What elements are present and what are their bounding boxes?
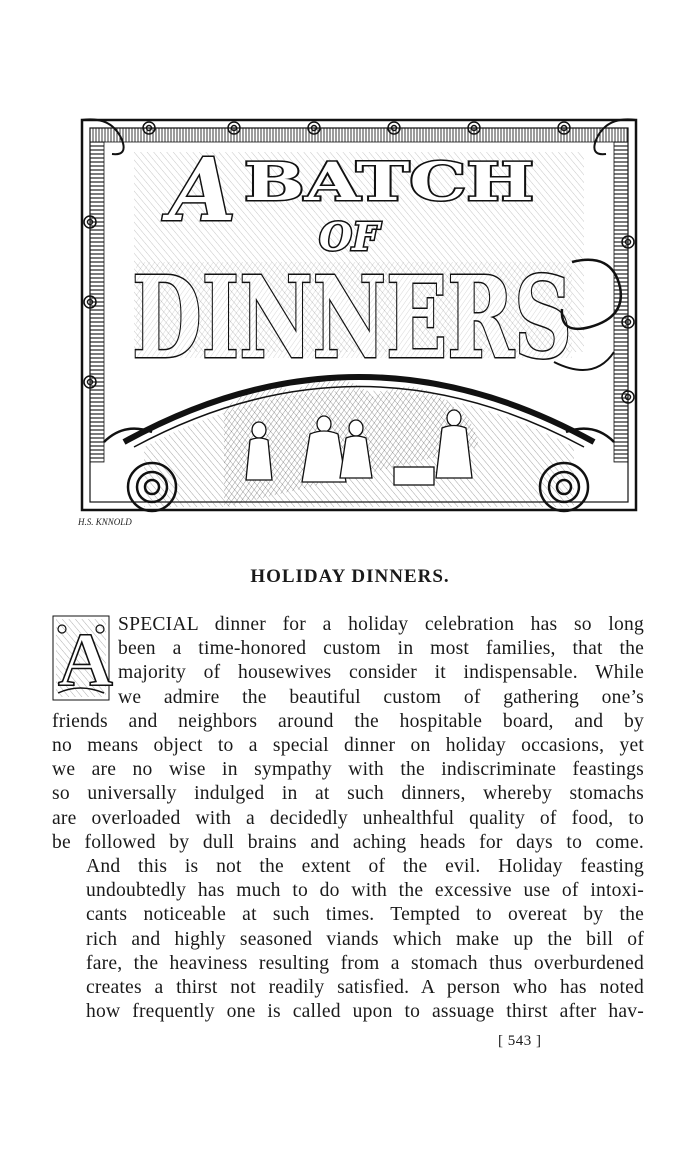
title-word-of: OF — [319, 214, 380, 259]
text-line: cants noticeable at such times. Tempted to overeat by the — [86, 904, 644, 926]
text-line: rich and highly seasoned viands which make up the bill of — [86, 928, 644, 950]
header-illustration — [74, 112, 644, 537]
title-word-a: A — [169, 140, 236, 241]
title-word-batch: BATCH — [244, 152, 534, 213]
header-engraving — [74, 112, 644, 537]
body-text — [52, 613, 644, 1024]
page-number: [ 543 ] — [498, 1033, 542, 1049]
text-line: creates a thirst not readily satisfied. A person who has noted — [86, 977, 644, 999]
text-line: undoubtedly has much to do with the excessive use of intoxi- — [86, 880, 644, 902]
paragraph-1 — [52, 613, 644, 855]
drop-cap-ornament — [52, 615, 114, 702]
artist-signature: H.S. KNNOLD — [78, 517, 132, 527]
paragraph-1-lines — [52, 613, 644, 855]
paragraph-2 — [52, 855, 644, 1024]
drop-cap — [52, 615, 114, 702]
paragraph-2-lines — [52, 855, 644, 1024]
text-line: how frequently one is called upon to assuage thirst after hav- — [86, 1001, 644, 1023]
text-line: fare, the heaviness resulting from a stomach thus overburdened — [86, 952, 644, 974]
text-line: are overloaded with a decidedly unhealthful quality of food, to — [52, 807, 644, 829]
text-line: so universally indulged in at such dinners, whereby stomachs — [52, 783, 644, 805]
text-line: no means object to a special dinner on holiday occasions, yet — [52, 735, 644, 757]
text-line: friends and neighbors around the hospitable board, and by — [52, 710, 644, 732]
title-word-dinners: DINNERS — [132, 253, 572, 384]
drop-cap-letter: A — [58, 618, 114, 702]
text-line: And this is not the extent of the evil. Holiday feasting — [86, 856, 644, 878]
section-heading: HOLIDAY DINNERS. — [250, 566, 450, 587]
text-line: been a time-honored custom in most families, that the — [118, 638, 644, 660]
text-line: we are no wise in sympathy with the indiscriminate feastings — [52, 759, 644, 781]
picnic-scene — [104, 377, 614, 511]
text-line: SPECIAL dinner for a holiday celebration has so long — [118, 614, 644, 635]
text-line: majority of housewives consider it indispensable. While — [118, 662, 644, 684]
text-line: be followed by dull brains and aching heads for days to come. — [52, 831, 644, 853]
text-line: we admire the beautiful custom of gathering one’s — [118, 686, 644, 708]
